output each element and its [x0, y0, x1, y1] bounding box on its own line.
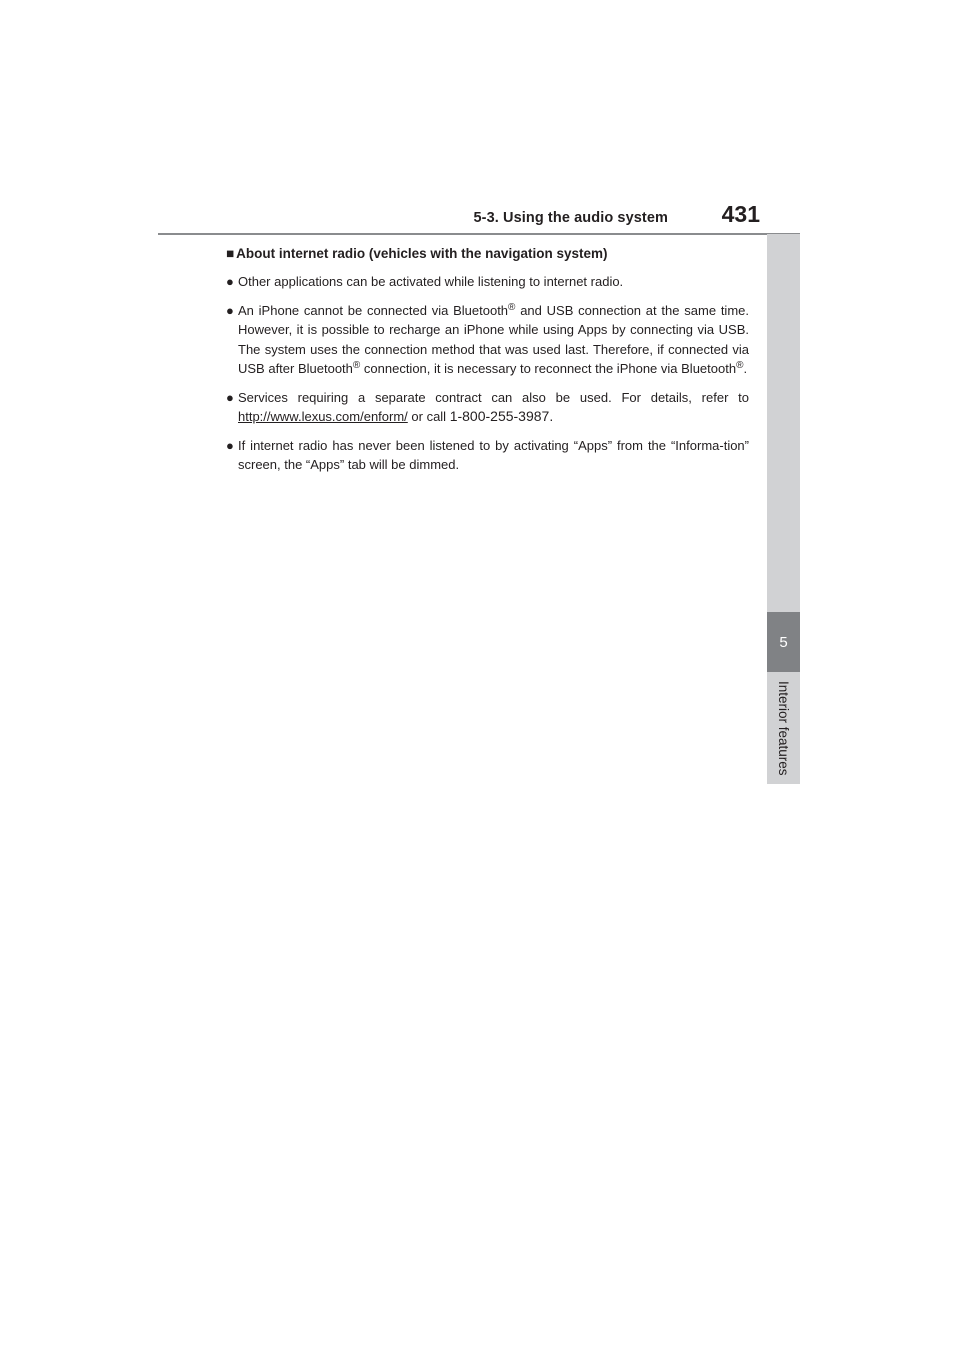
bullet-text: Other applications can be activated while listening to internet radio. [238, 274, 624, 289]
bullet-dot-icon: ● [226, 302, 234, 318]
registered-mark: ® [508, 301, 516, 313]
bullet-text: or call [407, 409, 450, 424]
page-content [226, 244, 749, 484]
section-title: 5-3. Using the audio system [473, 210, 668, 226]
section-heading [226, 244, 749, 263]
bullet-text: and USB connection at the same time. However, it is possible to recharge an iPhone while using Apps by connecting via USB. The system uses the connection method that was used last. Therefore, if connected via USB after Bluetooth [238, 302, 749, 376]
page-number: 431 [721, 201, 760, 227]
bullet-text: Services requiring a separate contract can also be used. For details, refer to [238, 389, 749, 405]
bullet-dot-icon: ● [226, 437, 234, 453]
bullet-text: An iPhone cannot be connected via Bluetooth [238, 302, 509, 318]
bullet-dot-icon: ● [226, 389, 234, 405]
bullet-text: connection, it is necessary to reconnect the iPhone via Bluetooth [360, 361, 737, 376]
bullet-item [226, 436, 749, 475]
bullet-dot-icon: ● [226, 274, 234, 289]
chapter-number-tab [767, 612, 800, 672]
chapter-number: 5 [779, 633, 788, 651]
bullet-text: If internet radio has never been listened to by activating “Apps” from the “Informa-tion” screen, the “Apps” tab will be dimmed. [238, 437, 749, 472]
bullet-item [226, 388, 749, 427]
heading-text: About internet radio (vehicles with the navigation system) [236, 246, 608, 261]
header-divider [158, 233, 800, 235]
phone-number: 1-800-255-3987. [449, 408, 554, 424]
enform-link[interactable]: http://www.lexus.com/enform/ [238, 409, 408, 424]
chapter-label: Interior features [776, 681, 791, 776]
page-header [158, 201, 800, 234]
registered-mark: ® [736, 360, 744, 371]
bullet-item [226, 272, 749, 292]
heading-square-icon: ■ [226, 246, 235, 261]
bullet-text: . [743, 361, 748, 376]
registered-mark: ® [352, 360, 361, 371]
bullet-item [226, 301, 749, 379]
